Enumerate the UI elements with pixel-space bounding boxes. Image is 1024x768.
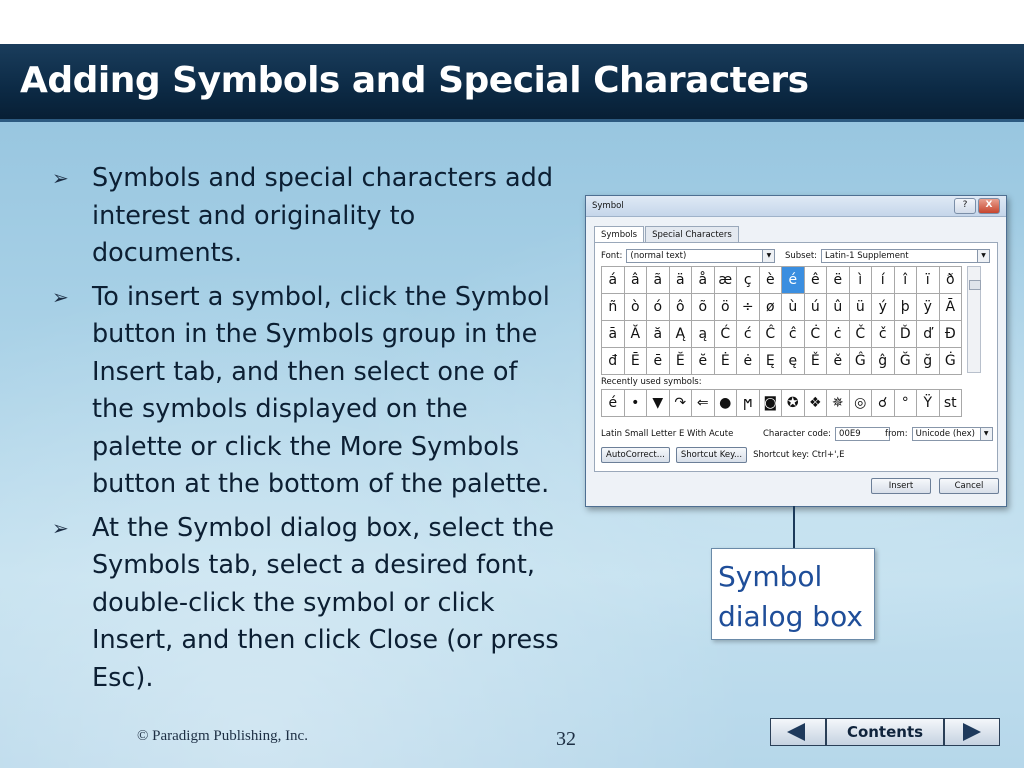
caption-text: Symbol dialog box — [718, 560, 863, 633]
symbol-cell[interactable]: Ć — [715, 321, 738, 348]
recent-symbol-cell[interactable]: ϻ — [737, 390, 760, 417]
symbol-cell[interactable]: Ě — [805, 348, 828, 375]
recent-symbol-cell[interactable]: ▼ — [647, 390, 670, 417]
symbol-cell[interactable]: Ą — [670, 321, 693, 348]
symbol-cell[interactable]: ā — [602, 321, 625, 348]
symbol-cell[interactable]: ç — [737, 267, 760, 294]
symbol-cell[interactable]: ę — [782, 348, 805, 375]
symbol-cell[interactable]: â — [625, 267, 648, 294]
symbol-cell[interactable]: Ĕ — [670, 348, 693, 375]
page-number: 32 — [556, 728, 576, 750]
dialog-title: Symbol — [592, 201, 624, 211]
symbol-cell[interactable]: č — [872, 321, 895, 348]
chevron-down-icon: ▼ — [980, 428, 992, 440]
symbol-cell[interactable]: Ā — [940, 294, 963, 321]
slide-title: Adding Symbols and Special Characters — [20, 60, 809, 101]
symbols-panel — [594, 242, 998, 472]
symbol-cell[interactable]: ï — [917, 267, 940, 294]
symbol-dialog — [585, 195, 1007, 507]
help-button[interactable]: ? — [954, 198, 976, 214]
symbol-cell[interactable]: ē — [647, 348, 670, 375]
font-label: Font: — [601, 251, 623, 261]
footer-copyright: © Paradigm Publishing, Inc. — [137, 728, 308, 744]
autocorrect-button[interactable]: AutoCorrect... — [601, 447, 670, 463]
cancel-button[interactable]: Cancel — [939, 478, 999, 494]
recent-symbol-cell[interactable]: st — [940, 390, 963, 417]
recent-symbols-grid — [601, 389, 962, 417]
symbol-cell[interactable]: Ē — [625, 348, 648, 375]
symbol-cell[interactable]: ć — [737, 321, 760, 348]
symbol-cell[interactable]: ÿ — [917, 294, 940, 321]
contents-button[interactable]: Contents — [826, 718, 944, 746]
symbol-cell[interactable]: Ġ — [940, 348, 963, 375]
symbol-cell[interactable]: æ — [715, 267, 738, 294]
symbol-cell[interactable]: û — [827, 294, 850, 321]
bullet-item — [52, 279, 562, 504]
symbol-cell[interactable]: Ĉ — [760, 321, 783, 348]
symbol-cell[interactable]: å — [692, 267, 715, 294]
symbol-cell[interactable]: Č — [850, 321, 873, 348]
symbol-cell[interactable]: ė — [737, 348, 760, 375]
recent-symbols-label: Recently used symbols: — [601, 377, 702, 387]
bullet-arrow-icon: ➢ — [52, 515, 69, 540]
scrollbar-thumb[interactable] — [969, 280, 981, 290]
symbol-cell[interactable]: á — [602, 267, 625, 294]
symbol-cell[interactable]: Ċ — [805, 321, 828, 348]
symbol-cell[interactable]: Ğ — [895, 348, 918, 375]
close-button[interactable]: X — [978, 198, 1000, 214]
symbol-cell[interactable]: Ď — [895, 321, 918, 348]
font-select-value: (normal text) — [630, 251, 687, 261]
from-label: from: — [885, 429, 908, 439]
symbol-grid — [601, 266, 962, 375]
symbol-cell[interactable]: ð — [940, 267, 963, 294]
symbol-cell[interactable]: ò — [625, 294, 648, 321]
dialog-titlebar — [586, 196, 1006, 217]
symbol-cell[interactable]: ÷ — [737, 294, 760, 321]
symbol-cell[interactable]: ä — [670, 267, 693, 294]
recent-symbol-cell[interactable]: ☌ — [872, 390, 895, 417]
symbol-cell[interactable]: ì — [850, 267, 873, 294]
symbol-cell[interactable]: Ę — [760, 348, 783, 375]
font-select[interactable] — [626, 249, 775, 263]
from-select[interactable] — [912, 427, 993, 441]
symbol-cell[interactable]: ø — [760, 294, 783, 321]
symbol-cell[interactable]: ô — [670, 294, 693, 321]
symbol-cell[interactable]: é — [782, 267, 805, 294]
recent-symbol-cell[interactable]: ↷ — [670, 390, 693, 417]
symbol-cell[interactable]: ċ — [827, 321, 850, 348]
symbol-cell[interactable]: î — [895, 267, 918, 294]
recent-symbol-cell[interactable]: Ϋ — [917, 390, 940, 417]
tab-symbols[interactable]: Symbols — [594, 226, 644, 243]
symbol-cell[interactable]: ĝ — [872, 348, 895, 375]
recent-symbol-cell[interactable]: ◙ — [760, 390, 783, 417]
recent-symbol-cell[interactable]: ° — [895, 390, 918, 417]
chevron-down-icon: ▼ — [762, 250, 774, 262]
from-select-value: Unicode (hex) — [915, 429, 975, 439]
recent-symbol-cell[interactable]: ✵ — [827, 390, 850, 417]
insert-button[interactable]: Insert — [871, 478, 931, 494]
recent-symbol-cell[interactable]: ◎ — [850, 390, 873, 417]
arrow-right-icon — [963, 723, 981, 741]
previous-slide-button[interactable] — [770, 718, 826, 746]
symbol-cell[interactable]: ď — [917, 321, 940, 348]
symbol-cell[interactable]: ě — [827, 348, 850, 375]
recent-symbol-cell[interactable]: ⇐ — [692, 390, 715, 417]
symbol-cell[interactable]: ã — [647, 267, 670, 294]
symbol-cell[interactable]: ă — [647, 321, 670, 348]
arrow-left-icon — [787, 723, 805, 741]
symbol-cell[interactable]: ĉ — [782, 321, 805, 348]
symbol-cell[interactable]: Đ — [940, 321, 963, 348]
symbol-cell[interactable]: þ — [895, 294, 918, 321]
symbol-cell[interactable]: ó — [647, 294, 670, 321]
subset-select-value: Latin-1 Supplement — [825, 251, 909, 261]
symbol-cell[interactable]: ü — [850, 294, 873, 321]
bullet-arrow-icon: ➢ — [52, 166, 69, 190]
bullet-arrow-icon: ➢ — [52, 284, 69, 309]
symbol-cell[interactable]: ñ — [602, 294, 625, 321]
tab-special-characters[interactable]: Special Characters — [645, 226, 739, 243]
bullet-item — [52, 160, 562, 273]
shortcut-key-text: Shortcut key: Ctrl+',E — [753, 450, 845, 460]
character-code-input[interactable]: 00E9 — [835, 427, 890, 441]
subset-label: Subset: — [785, 251, 818, 261]
chevron-down-icon: ▼ — [977, 250, 989, 262]
symbol-cell[interactable]: ê — [805, 267, 828, 294]
symbol-cell[interactable]: õ — [692, 294, 715, 321]
symbol-cell[interactable]: è — [760, 267, 783, 294]
recent-symbol-cell[interactable]: ❖ — [805, 390, 828, 417]
recent-symbol-cell[interactable]: é — [602, 390, 625, 417]
subset-select[interactable] — [821, 249, 990, 263]
symbol-cell[interactable]: ë — [827, 267, 850, 294]
symbol-cell[interactable]: ğ — [917, 348, 940, 375]
symbol-cell[interactable]: ú — [805, 294, 828, 321]
symbol-cell[interactable]: ą — [692, 321, 715, 348]
symbol-cell[interactable]: ù — [782, 294, 805, 321]
symbol-cell[interactable]: Ă — [625, 321, 648, 348]
symbol-cell[interactable]: ý — [872, 294, 895, 321]
recent-symbol-cell[interactable]: ✪ — [782, 390, 805, 417]
symbol-cell[interactable]: ĕ — [692, 348, 715, 375]
bullet-text: Symbols and special characters add interest and originality to documents. — [92, 163, 554, 268]
slide-top-margin — [0, 0, 1024, 44]
bullet-list — [52, 160, 562, 703]
caption-connector-line — [793, 506, 795, 550]
recent-symbol-cell[interactable]: • — [625, 390, 648, 417]
symbol-cell[interactable]: đ — [602, 348, 625, 375]
symbol-scrollbar[interactable] — [967, 266, 981, 373]
character-name: Latin Small Letter E With Acute — [601, 429, 734, 439]
shortcut-key-button[interactable]: Shortcut Key... — [676, 447, 747, 463]
bullet-text: To insert a symbol, click the Symbol button in the Symbols group in the Insert tab, and then select one of the symbols displayed on the palette or click the More Symbols button at the bottom of the palette. — [92, 281, 550, 499]
symbol-cell[interactable]: Ĝ — [850, 348, 873, 375]
title-bar — [0, 44, 1024, 122]
bullet-text: At the Symbol dialog box, select the Symbols tab, select a desired font, double-click the symbol or click Insert, and then click Close (or press Esc). — [92, 512, 559, 693]
symbol-cell[interactable]: Ė — [715, 348, 738, 375]
recent-symbol-cell[interactable]: ● — [715, 390, 738, 417]
caption-box — [711, 548, 875, 640]
next-slide-button[interactable] — [944, 718, 1000, 746]
symbol-cell[interactable]: ö — [715, 294, 738, 321]
bullet-item — [52, 510, 562, 698]
character-code-label: Character code: — [763, 429, 832, 439]
symbol-cell[interactable]: í — [872, 267, 895, 294]
